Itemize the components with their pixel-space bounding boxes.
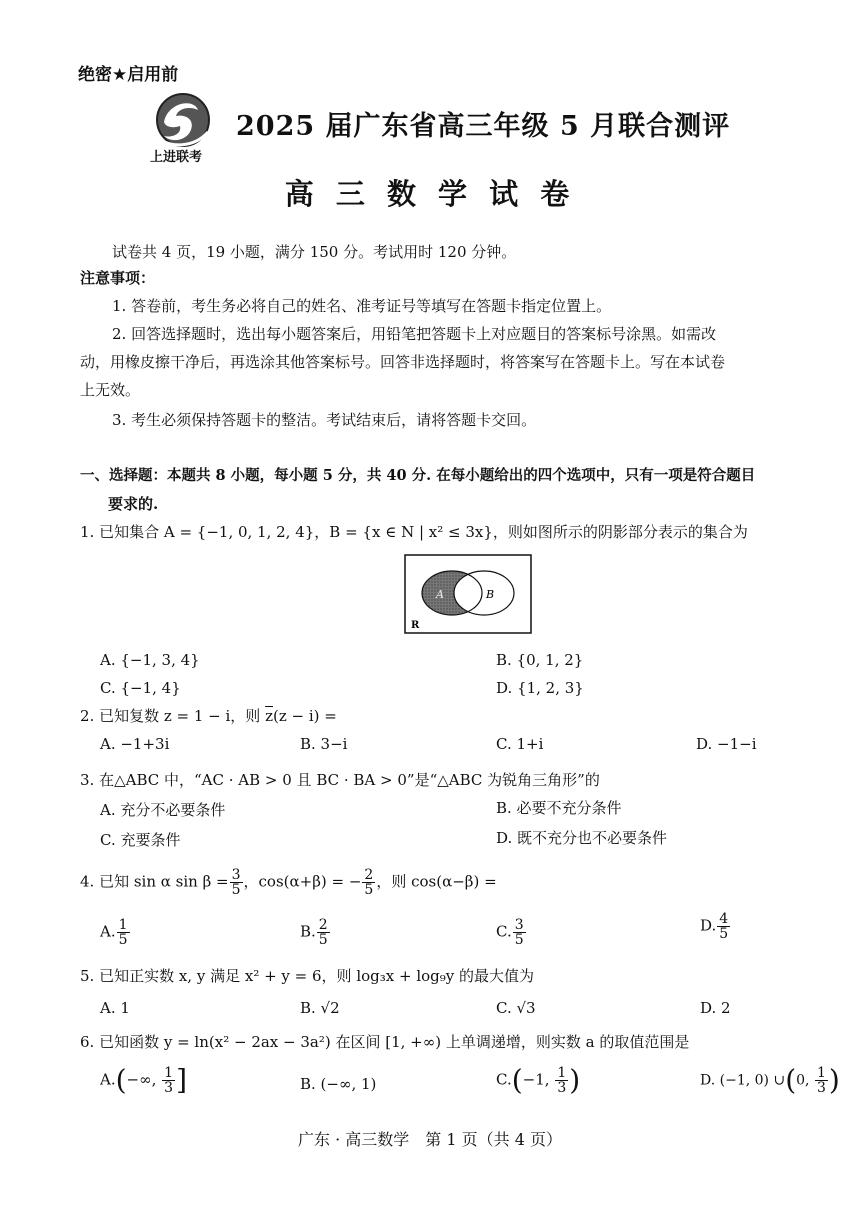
q4-option-b: B. $\frac{2}{5}$ (300, 917, 328, 948)
notice-item-2-line-1: 2. 回答选择题时，选出每小题答案后，用铅笔把答题卡上对应题目的答案标号涂黑。如需改 (112, 325, 717, 343)
venn-label-r: R (411, 620, 420, 631)
q2-option-a: A. −1+3i (100, 735, 170, 753)
question-2-stem: 2. 已知复数 z = 1 − i，则 $\overline{z}(z - i)$ = (80, 707, 337, 725)
question-5-stem: 5. 已知正实数 x, y 满足 x² + y = 6，则 log₃x + log₉y 的最大值为 (80, 967, 535, 985)
section-heading-line-1: 一、选择题：本题共 8 小题，每小题 5 分，共 40 分. 在每小题给出的四个选项中，只有一项是符合题目 (80, 467, 756, 484)
q3-option-b: B. 必要不充分条件 (496, 799, 622, 817)
q5-option-d: D. 2 (700, 999, 731, 1017)
venn-label-b: B (486, 588, 495, 601)
q1-option-c: C. {−1, 4} (100, 679, 181, 697)
exam-title: 2025 届广东省高三年级 5 月联合测评 (236, 111, 731, 142)
notice-item-1: 1. 答卷前，考生务必将自己的姓名、准考证号等填写在答题卡指定位置上。 (112, 297, 612, 315)
question-4-stem: 4. 已知 sin α sin β = $\frac{3}{5}$ ，cos(α+β) = − $\frac{2}{5}$ ，则 cos(α−β) = (80, 867, 497, 898)
venn-diagram (404, 554, 532, 634)
q6-option-c: C.(−1, $\frac{1}{3}$ ) (496, 1063, 581, 1097)
q2-option-b: B. 3−i (300, 735, 348, 753)
q4-option-d: D. $\frac{4}{5}$ (700, 911, 729, 942)
subject-title: 高 三 数 学 试 卷 (284, 177, 576, 211)
q6-option-d: D. (−1, 0) ∪(0, $\frac{1}{3}$ ) (700, 1063, 840, 1097)
question-3-stem: 3. 在△ABC 中，“AC · AB > 0 且 BC · BA > 0”是“△ABC 为锐角三角形”的 (80, 771, 600, 789)
q3-option-d: D. 既不充分也不必要条件 (496, 829, 668, 847)
exam-summary: 试卷共 4 页，19 小题，满分 150 分。考试用时 120 分钟。 (112, 243, 517, 261)
q1-option-b: B. {0, 1, 2} (496, 651, 584, 669)
q4-option-c: C. $\frac{3}{5}$ (496, 917, 524, 948)
q3-option-c: C. 充要条件 (100, 831, 181, 849)
notice-title: 注意事项： (80, 269, 156, 287)
question-1-stem: 1. 已知集合 A = {−1, 0, 1, 2, 4}，B = {x ∈ N | x² ≤ 3x}，则如图所示的阴影部分表示的集合为 (80, 523, 748, 541)
q1-option-a: A. {−1, 3, 4} (100, 651, 200, 669)
q6-option-b: B. (−∞, 1) (300, 1075, 377, 1093)
q5-option-a: A. 1 (100, 999, 130, 1017)
q5-option-c: C. √3 (496, 999, 536, 1017)
logo-text: 上进联考 (150, 150, 203, 165)
q3-option-a: A. 充分不必要条件 (100, 801, 226, 819)
q2-option-d: D. −1−i (696, 735, 757, 753)
q1-option-d: D. {1, 2, 3} (496, 679, 584, 697)
q6-option-a: A.(−∞, $\frac{1}{3}$ ] (100, 1063, 188, 1097)
notice-item-2-line-3: 上无效。 (80, 381, 141, 399)
z-conjugate: $\overline{z}$ (265, 707, 273, 725)
page-footer: 广东 · 高三数学 第 1 页（共 4 页） (298, 1130, 562, 1149)
notice-item-2-line-2: 动，用橡皮擦干净后，再选涂其他答案标号。回答非选择题时，将答案写在答题卡上。写在本试卷 (80, 353, 726, 371)
q5-option-b: B. √2 (300, 999, 340, 1017)
q2-option-c: C. 1+i (496, 735, 544, 753)
confidential-label: 绝密★启用前 (78, 65, 179, 85)
q4-option-a: A. $\frac{1}{5}$ (100, 917, 128, 948)
question-6-stem: 6. 已知函数 y = ln(x² − 2ax − 3a²) 在区间 [1, +∞) 上单调递增，则实数 a 的取值范围是 (80, 1033, 690, 1051)
venn-label-a: A (436, 588, 444, 601)
notice-item-3: 3. 考生必须保持答题卡的整洁。考试结束后，请将答题卡交回。 (112, 411, 537, 429)
section-heading-line-2: 要求的. (108, 495, 159, 513)
